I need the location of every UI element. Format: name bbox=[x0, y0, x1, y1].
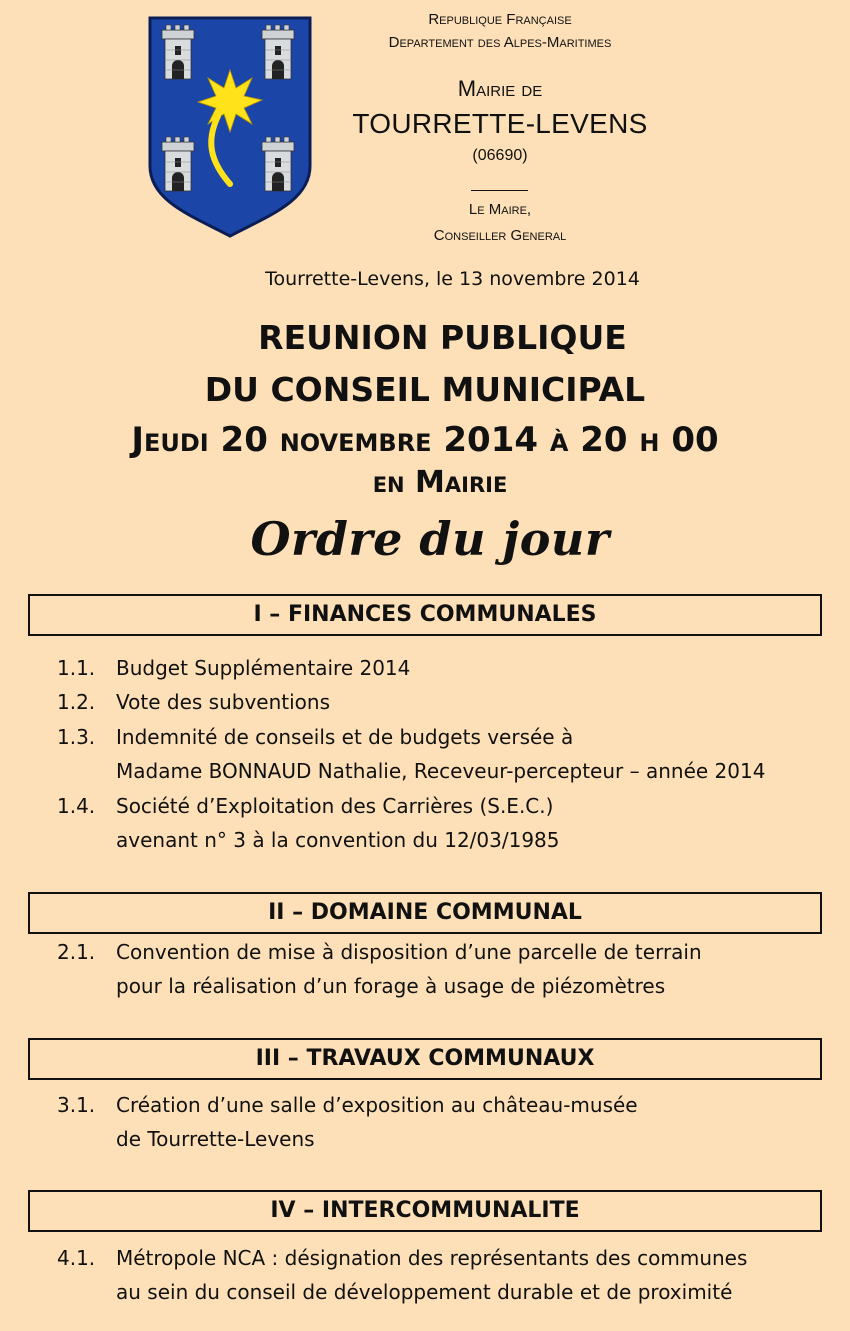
item-number: 2.1. bbox=[57, 940, 96, 964]
header-le-maire: Le Maire, bbox=[468, 201, 532, 218]
header-conseiller: Conseiller General bbox=[433, 227, 567, 244]
item-text-continued: au sein du conseil de développement durable et de proximité bbox=[116, 1280, 733, 1304]
item-text: Vote des subventions bbox=[116, 690, 330, 714]
item-number: 1.3. bbox=[57, 725, 96, 749]
header-departement: Departement des Alpes-Maritimes bbox=[388, 34, 612, 51]
section-heading-finances: I – FINANCES COMMUNALES bbox=[28, 594, 822, 636]
header-mairie-de: Mairie de bbox=[457, 76, 543, 101]
title-line-1: REUNION PUBLIQUE bbox=[258, 318, 627, 357]
header-divider bbox=[471, 190, 528, 191]
item-number: 1.4. bbox=[57, 794, 96, 818]
header-postcode: (06690) bbox=[472, 147, 528, 164]
coat-of-arms-logo bbox=[148, 16, 312, 238]
item-text-continued: pour la réalisation d’un forage à usage de piézomètres bbox=[116, 974, 666, 998]
header-town: TOURRETTE-LEVENS bbox=[352, 108, 648, 139]
item-text: Convention de mise à disposition d’une parcelle de terrain bbox=[116, 940, 702, 964]
item-text: Métropole NCA : désignation des représentants des communes bbox=[116, 1246, 748, 1270]
header-republique: Republique Française bbox=[428, 11, 572, 28]
title-line-2: DU CONSEIL MUNICIPAL bbox=[204, 370, 646, 409]
section-heading-intercommunalite: IV – INTERCOMMUNALITE bbox=[28, 1190, 822, 1232]
title-date-time: Jeudi 20 novembre 2014 à 20 h 00 bbox=[131, 420, 719, 460]
item-text-continued: avenant n° 3 à la convention du 12/03/1985 bbox=[116, 828, 560, 852]
section-heading-travaux: III – TRAVAUX COMMUNAUX bbox=[28, 1038, 822, 1080]
ordre-du-jour-heading: Ordre du jour bbox=[250, 512, 610, 566]
item-text: Indemnité de conseils et de budgets versée à bbox=[116, 725, 574, 749]
item-number: 1.1. bbox=[57, 656, 96, 680]
item-text: Création d’une salle d’exposition au château-musée bbox=[116, 1093, 638, 1117]
item-text: Budget Supplémentaire 2014 bbox=[116, 656, 411, 680]
item-text: Société d’Exploitation des Carrières (S.E.C.) bbox=[116, 794, 554, 818]
item-text-continued: de Tourrette-Levens bbox=[116, 1127, 315, 1151]
date-line: Tourrette-Levens, le 13 novembre 2014 bbox=[265, 268, 640, 290]
section-heading-domaine: II – DOMAINE COMMUNAL bbox=[28, 892, 822, 934]
item-number: 1.2. bbox=[57, 690, 96, 714]
title-location: en Mairie bbox=[372, 465, 508, 500]
item-number: 3.1. bbox=[57, 1093, 96, 1117]
item-text-continued: Madame BONNAUD Nathalie, Receveur-percepteur – année 2014 bbox=[116, 759, 766, 783]
item-number: 4.1. bbox=[57, 1246, 96, 1270]
